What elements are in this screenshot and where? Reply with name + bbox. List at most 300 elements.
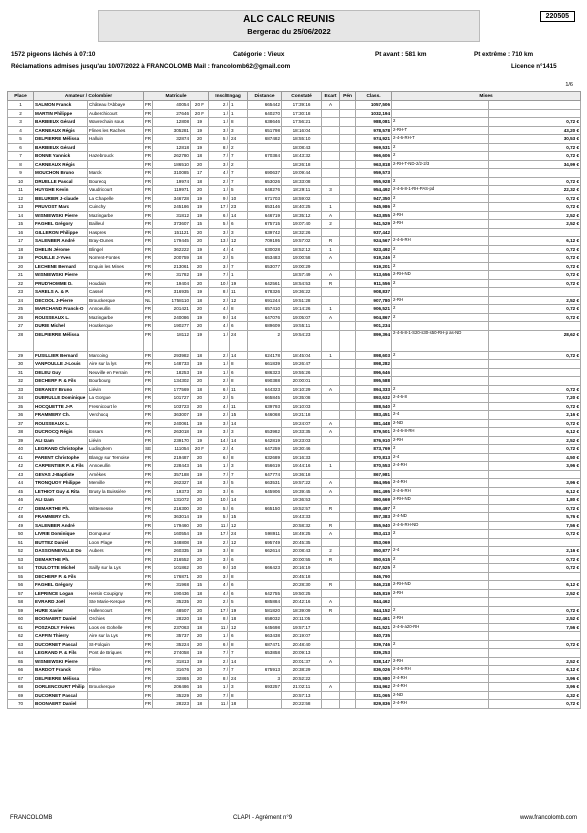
table-cell: 18 <box>191 152 209 161</box>
table-cell: 7 <box>230 666 248 675</box>
table-cell: 6,12 € <box>489 666 581 675</box>
table-cell <box>340 581 356 590</box>
table-cell: 5 <box>230 394 248 403</box>
table-row <box>8 313 581 322</box>
table-cell: 2 / <box>209 445 230 454</box>
table-cell: 2-RH <box>392 589 489 598</box>
table-cell: 646719 <box>248 211 282 220</box>
table-cell: 18 <box>191 479 209 488</box>
table-cell: 190277 <box>153 322 191 331</box>
table-cell: 18:57:49 <box>282 271 322 280</box>
table-cell: LETHIOT Guy & Rita <box>34 487 88 496</box>
table-cell: A <box>322 479 340 488</box>
table-cell: 20:19:07 <box>282 632 322 641</box>
table-cell: 908,837 <box>356 288 392 297</box>
table-cell: 53 <box>8 555 34 564</box>
table-cell: 24 <box>230 674 248 683</box>
table-cell: 18 <box>230 700 248 709</box>
table-cell: Annoeullin <box>88 305 144 314</box>
table-cell: 20:58:32 <box>282 521 322 530</box>
table-cell: 20:16:19 <box>282 564 322 573</box>
table-cell <box>88 330 144 351</box>
col-amateur: Amateur / Colombier <box>34 92 144 101</box>
table-cell <box>322 143 340 152</box>
table-row <box>8 296 581 305</box>
table-cell: 19:57:22 <box>282 479 322 488</box>
table-cell: 19404 <box>153 279 191 288</box>
table-cell: 2-4-RH <box>392 479 489 488</box>
table-cell: FR <box>145 480 152 486</box>
table-cell <box>340 504 356 513</box>
document-id: 220505 <box>540 11 575 22</box>
table-cell <box>322 589 340 598</box>
table-cell: 19 <box>191 271 209 280</box>
table-cell: 4 / <box>209 245 230 254</box>
table-cell: 1 <box>8 101 34 110</box>
table-cell: 8 / <box>209 143 230 152</box>
table-cell: FR <box>145 212 152 218</box>
table-cell <box>248 555 282 564</box>
table-cell: 7 / <box>209 649 230 658</box>
table-cell: FR <box>145 127 152 133</box>
table-cell <box>340 135 356 144</box>
table-cell: 28220 <box>153 615 191 624</box>
table-cell: Wavrechain sous <box>88 118 144 127</box>
table-cell: 2 <box>392 245 489 254</box>
table-cell: WISNIEWSKI Pierre <box>34 271 88 280</box>
table-cell: FR <box>145 110 152 116</box>
table-cell: SE <box>145 446 152 452</box>
table-cell: 20 <box>191 453 209 462</box>
table-cell: BONNE Yannick <box>34 152 88 161</box>
table-cell <box>340 177 356 186</box>
table-cell: 678326 <box>248 288 282 297</box>
table-cell: 839,253 <box>356 649 392 658</box>
table-cell: 11 <box>230 402 248 411</box>
table-cell: 21:02:11 <box>282 683 322 692</box>
table-cell: A <box>322 530 340 539</box>
table-cell: 35737 <box>153 632 191 641</box>
table-cell: Flêtre <box>88 666 144 675</box>
table-cell: Norrent-Fontes <box>88 254 144 263</box>
table-cell: 630028 <box>248 245 282 254</box>
table-cell: 32874 <box>153 135 191 144</box>
table-cell: 19 <box>191 211 209 220</box>
table-row <box>8 152 581 161</box>
table-cell: 51 <box>8 538 34 547</box>
table-cell: 2-RH <box>392 657 489 666</box>
table-row <box>8 547 581 556</box>
table-cell <box>340 245 356 254</box>
table-cell: 19373 <box>153 487 191 496</box>
table-cell: 5 <box>230 254 248 263</box>
table-cell: 57 <box>8 589 34 598</box>
table-cell: 50 <box>8 530 34 539</box>
table-cell: 675715 <box>248 220 282 229</box>
table-cell: 978,578 <box>356 126 392 135</box>
table-row <box>8 538 581 547</box>
table-cell: 644323 <box>248 385 282 394</box>
table-cell: CARNEAUX Régis <box>34 160 88 169</box>
table-cell: FR <box>145 607 152 613</box>
table-cell: 20:00:01 <box>282 377 322 386</box>
table-cell: 2-4-6-a20-RH <box>392 623 489 632</box>
table-cell: 2 / <box>209 254 230 263</box>
table-row <box>8 394 581 403</box>
table-cell: 899,394 <box>356 330 392 351</box>
table-cell: 8 <box>8 160 34 169</box>
table-cell: 20:52:22 <box>282 674 322 683</box>
table-cell: 2-4-6-RH <box>392 487 489 496</box>
footer-center: CLAPI - Agrément n°9 <box>233 815 293 821</box>
table-cell: 20:11:05 <box>282 615 322 624</box>
table-cell: 55 <box>8 572 34 581</box>
table-row <box>8 419 581 428</box>
table-cell: 31782 <box>153 271 191 280</box>
table-cell: TRONQUOY Philippe <box>34 479 88 488</box>
table-row <box>8 504 581 513</box>
table-cell: 12 <box>230 521 248 530</box>
table-row <box>8 555 581 564</box>
table-cell: 2-RH <box>392 436 489 445</box>
table-cell: 316935 <box>153 288 191 297</box>
table-cell: 6,12 € <box>489 237 581 246</box>
table-cell: 6 <box>230 589 248 598</box>
table-cell: 3 <box>230 126 248 135</box>
table-cell: 3 / <box>209 160 230 169</box>
table-cell: 19:14:26 <box>282 305 322 314</box>
table-cell: 2 / <box>209 101 230 110</box>
table-cell <box>340 368 356 377</box>
table-cell <box>392 101 489 110</box>
table-cell: 18 <box>191 385 209 394</box>
table-row <box>8 203 581 212</box>
table-cell: 19 <box>191 194 209 203</box>
table-cell: 18253 <box>153 368 191 377</box>
table-row <box>8 496 581 505</box>
table-cell: 6 <box>230 487 248 496</box>
table-cell: Merville <box>88 479 144 488</box>
table-cell: R <box>322 237 340 246</box>
table-cell <box>322 513 340 522</box>
table-cell: 11 <box>230 385 248 394</box>
table-cell: 19:21:18 <box>282 411 322 420</box>
table-cell: 2 <box>230 143 248 152</box>
table-row <box>8 683 581 692</box>
table-cell: 2 <box>392 203 489 212</box>
table-cell: 7 / <box>209 691 230 700</box>
table-cell: 20 <box>191 666 209 675</box>
table-cell: 20 <box>8 262 34 271</box>
table-cell: 43 <box>8 470 34 479</box>
table-cell <box>489 377 581 386</box>
table-cell: FR <box>145 539 152 545</box>
table-cell: 206486 <box>153 683 191 692</box>
table-cell: Annoeullin <box>88 462 144 471</box>
table-cell: 62 <box>8 632 34 641</box>
report-subtitle: Bergerac du 25/06/2022 <box>247 27 331 36</box>
table-cell <box>340 555 356 564</box>
table-cell: FRAMMERY Ch. <box>34 513 88 522</box>
table-cell: St-Folquin <box>88 640 144 649</box>
table-cell: 35 <box>8 402 34 411</box>
table-cell: FR <box>145 590 152 596</box>
table-cell: 845,819 <box>356 589 392 598</box>
table-cell: DUBRULLE Dominique <box>34 394 88 403</box>
table-cell: 5 / <box>209 513 230 522</box>
table-row <box>8 237 581 246</box>
table-cell <box>340 674 356 683</box>
table-cell: Neuville en Ferrain <box>88 368 144 377</box>
table-cell: 0,72 € <box>489 177 581 186</box>
table-cell: FR <box>145 548 152 554</box>
table-cell: 846,218 <box>356 581 392 590</box>
table-cell: 888,540 <box>356 402 392 411</box>
table-cell: Fresnicourt le <box>88 402 144 411</box>
table-cell: 16 <box>8 228 34 237</box>
table-cell: 18:49:25 <box>282 530 322 539</box>
table-cell: 24 <box>8 296 34 305</box>
table-cell: 20:01:37 <box>282 657 322 666</box>
table-cell: 647774 <box>248 470 282 479</box>
table-cell <box>392 109 489 118</box>
table-cell: 2 / <box>209 411 230 420</box>
table-cell: 9 <box>8 169 34 178</box>
table-cell: FR <box>145 633 152 639</box>
table-cell: 42 <box>8 462 34 471</box>
table-cell: 20 <box>191 305 209 314</box>
table-cell: 0,72 € <box>489 385 581 394</box>
table-cell: 662614 <box>248 547 282 556</box>
table-cell: FR <box>145 263 152 269</box>
table-cell: 645906 <box>248 487 282 496</box>
table-cell: FR <box>145 573 152 579</box>
table-cell <box>340 683 356 692</box>
table-cell <box>392 470 489 479</box>
table-cell: 19:10:29 <box>282 385 322 394</box>
table-cell <box>340 530 356 539</box>
table-cell: 262327 <box>153 479 191 488</box>
table-cell <box>340 487 356 496</box>
table-cell: 30 <box>8 360 34 369</box>
table-cell: FR <box>145 161 152 167</box>
table-cell: 906,521 <box>356 305 392 314</box>
table-cell: 11 <box>230 288 248 297</box>
table-row <box>8 368 581 377</box>
table-cell: DERANSY Bruno <box>34 385 88 394</box>
table-cell <box>489 572 581 581</box>
table-cell: 65 <box>8 657 34 666</box>
table-row <box>8 186 581 195</box>
table-cell: 834,962 <box>356 683 392 692</box>
table-cell: 7 / <box>209 271 230 280</box>
table-cell: CARNEAUX Régis <box>34 126 88 135</box>
table-cell: 18 <box>191 254 209 263</box>
table-cell: FR <box>145 352 152 358</box>
table-cell: 840,735 <box>356 632 392 641</box>
table-cell: 20:45:18 <box>282 572 322 581</box>
table-cell: 838,147 <box>356 657 392 666</box>
table-cell: 2-4 <box>392 453 489 462</box>
table-cell: 2 <box>392 555 489 564</box>
table-cell: 17:56:21 <box>282 118 322 127</box>
table-cell: 2 <box>392 177 489 186</box>
table-cell: 685884 <box>248 598 282 607</box>
table-cell: 647076 <box>248 313 282 322</box>
table-cell: 14 <box>230 496 248 505</box>
table-cell: 647259 <box>248 445 282 454</box>
table-cell: 7 <box>230 177 248 186</box>
table-cell: FRAMMERY Ch. <box>34 411 88 420</box>
table-cell: CARPENTIER P. & Fils <box>34 462 88 471</box>
table-cell <box>322 377 340 386</box>
table-cell: 581820 <box>248 606 282 615</box>
table-cell: 3 <box>248 674 282 683</box>
table-cell: 853,069 <box>356 538 392 547</box>
table-cell: 19:16:33 <box>282 453 322 462</box>
table-cell: 2-RH-ND <box>392 271 489 280</box>
table-cell: 6 <box>230 322 248 331</box>
table-cell: 19:07:40 <box>282 220 322 229</box>
table-cell <box>340 700 356 709</box>
table-cell: Marcoing <box>88 351 144 360</box>
table-cell: 4 <box>230 445 248 454</box>
table-cell: 2-RH-ND <box>392 496 489 505</box>
table-row <box>8 470 581 479</box>
table-cell: 7 <box>230 649 248 658</box>
table-cell: 847,525 <box>356 564 392 573</box>
table-row <box>8 623 581 632</box>
col-matricule: Matricule <box>144 92 209 101</box>
table-cell: 56 <box>8 581 34 590</box>
table-cell: 864,956 <box>356 479 392 488</box>
col-insc: Insc/Engag <box>209 92 248 101</box>
table-cell: 20 F <box>191 445 209 454</box>
table-cell: 179445 <box>153 237 191 246</box>
table-cell <box>322 538 340 547</box>
col-mises: Mises <box>392 92 581 101</box>
table-cell <box>340 351 356 360</box>
table-row <box>8 330 581 351</box>
table-cell: 20 F <box>191 101 209 110</box>
table-cell: 2-RH-ND <box>392 581 489 590</box>
table-cell: 2 / <box>209 538 230 547</box>
table-row <box>8 564 581 573</box>
table-cell: 19 <box>191 470 209 479</box>
table-cell: FR <box>145 471 152 477</box>
table-cell <box>322 135 340 144</box>
table-row <box>8 245 581 254</box>
table-cell: 2 <box>392 351 489 360</box>
table-row <box>8 228 581 237</box>
table-cell: 10 / <box>209 279 230 288</box>
table-row <box>8 305 581 314</box>
table-cell: 260335 <box>153 547 191 556</box>
table-cell: 293982 <box>153 351 191 360</box>
table-row <box>8 572 581 581</box>
table-cell: 6 / <box>209 385 230 394</box>
table-cell: 2-RH <box>392 615 489 624</box>
table-cell <box>340 262 356 271</box>
table-cell: 31813 <box>153 657 191 666</box>
table-cell: 48507 <box>153 606 191 615</box>
table-cell <box>392 360 489 369</box>
table-cell: 69 <box>8 691 34 700</box>
table-row <box>8 385 581 394</box>
licence-number: Licence n°1415 <box>511 63 557 70</box>
col-constate: Constaté <box>282 92 322 101</box>
table-cell: 20 <box>191 521 209 530</box>
table-cell: 19 <box>191 143 209 152</box>
table-cell: 966,606 <box>356 152 392 161</box>
table-cell: A <box>322 428 340 437</box>
table-cell <box>392 598 489 607</box>
table-header <box>8 92 581 101</box>
table-cell: 2-4 <box>392 547 489 556</box>
table-cell: 896,646 <box>356 368 392 377</box>
table-cell: 3 / <box>209 572 230 581</box>
table-cell: 2 <box>392 194 489 203</box>
table-cell: A <box>322 419 340 428</box>
table-cell: FR <box>145 701 152 707</box>
table-cell: FR <box>145 306 152 312</box>
table-cell: 1 / <box>209 330 230 351</box>
table-cell: Château l'Abbaye <box>88 101 144 110</box>
table-cell: Cassel <box>88 288 144 297</box>
table-cell: Cuinchy <box>88 203 144 212</box>
table-cell <box>322 368 340 377</box>
table-cell: 691244 <box>248 296 282 305</box>
table-cell: 844,152 <box>356 606 392 615</box>
table-cell: 19:57:17 <box>282 623 322 632</box>
table-cell: 2 <box>8 109 34 118</box>
table-cell: 19:36:18 <box>282 470 322 479</box>
table-cell: 32865 <box>153 674 191 683</box>
table-cell: 850,877 <box>356 547 392 556</box>
table-cell: FR <box>145 454 152 460</box>
table-cell: 19:00:58 <box>282 254 322 263</box>
table-cell: 904,867 <box>356 313 392 322</box>
table-cell: 8 <box>230 118 248 127</box>
table-cell: 23 <box>8 288 34 297</box>
table-cell: 2 <box>392 279 489 288</box>
table-cell: 20 <box>191 186 209 195</box>
table-cell: 16 <box>191 683 209 692</box>
table-row <box>8 615 581 624</box>
table-cell: DELPIERRE Mélissa <box>34 135 88 144</box>
table-cell: 19:26:47 <box>282 360 322 369</box>
table-cell: 0,72 € <box>489 504 581 513</box>
table-cell: 19:30:46 <box>282 445 322 454</box>
table-cell: 17 <box>191 169 209 178</box>
table-cell: Aire sur la lys <box>88 360 144 369</box>
table-cell: 31968 <box>153 581 191 590</box>
table-cell <box>340 649 356 658</box>
table-cell <box>340 152 356 161</box>
table-cell: 18:59:02 <box>282 194 322 203</box>
table-cell: 20 <box>191 496 209 505</box>
table-cell: FR <box>145 323 152 329</box>
table-row <box>8 351 581 360</box>
table-cell: 19 <box>230 279 248 288</box>
table-cell <box>88 572 144 581</box>
table-cell: 893,632 <box>356 394 392 403</box>
table-row <box>8 101 581 110</box>
table-cell <box>392 322 489 331</box>
table-cell: 11 / <box>209 623 230 632</box>
table-cell: 7 <box>230 470 248 479</box>
table-cell: 20 <box>191 572 209 581</box>
